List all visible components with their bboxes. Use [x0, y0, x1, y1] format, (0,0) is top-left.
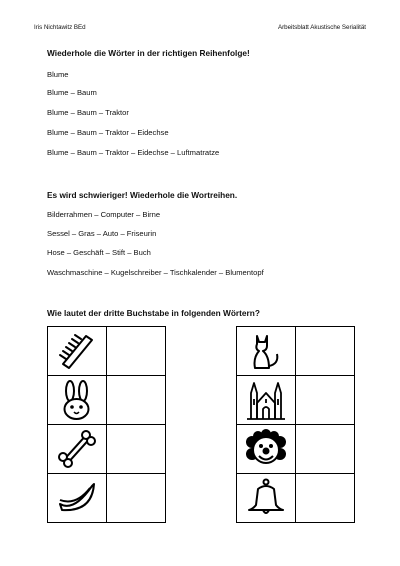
word-series-1: Bilderrahmen – Computer – Birne	[47, 210, 161, 219]
bell-icon	[243, 477, 289, 519]
sequence-line-2: Blume – Baum	[47, 88, 97, 97]
picture-cell	[237, 376, 296, 425]
table-row	[48, 327, 166, 376]
picture-cell	[48, 327, 107, 376]
picture-cell	[48, 474, 107, 523]
table-row	[48, 474, 166, 523]
sequence-line-4: Blume – Baum – Traktor – Eidechse	[47, 128, 169, 137]
section1-heading: Wiederhole die Wörter in der richtigen Reihenfolge!	[47, 48, 250, 58]
section2-heading: Es wird schwieriger! Wiederhole die Wortreihen.	[47, 190, 238, 200]
sequence-line-1: Blume	[47, 70, 69, 79]
table-row	[48, 425, 166, 474]
banana-icon	[54, 478, 100, 518]
answer-cell[interactable]	[296, 425, 355, 474]
table-row	[237, 327, 355, 376]
bone-icon	[54, 429, 100, 469]
sequence-line-5: Blume – Baum – Traktor – Eidechse – Luftmatratze	[47, 148, 220, 157]
picture-cell	[237, 474, 296, 523]
table-row	[237, 376, 355, 425]
picture-cell	[48, 425, 107, 474]
table-row	[237, 474, 355, 523]
picture-cell	[237, 327, 296, 376]
right-picture-table	[236, 326, 355, 523]
cat-icon	[243, 330, 289, 372]
answer-cell[interactable]	[107, 327, 166, 376]
section3-heading: Wie lautet der dritte Buchstabe in folgenden Wörtern?	[47, 308, 260, 318]
clown-icon	[243, 428, 289, 470]
comb-icon	[54, 331, 100, 371]
table-row	[237, 425, 355, 474]
sequence-line-3: Blume – Baum – Traktor	[47, 108, 129, 117]
rabbit-icon	[54, 379, 100, 421]
author-label: Iris Nichtawitz BEd	[34, 24, 86, 31]
answer-cell[interactable]	[107, 376, 166, 425]
left-picture-table	[47, 326, 166, 523]
answer-cell[interactable]	[296, 376, 355, 425]
answer-cell[interactable]	[296, 327, 355, 376]
answer-cell[interactable]	[296, 474, 355, 523]
worksheet-title: Arbeitsblatt Akustische Serialität	[277, 24, 366, 31]
picture-cell	[48, 376, 107, 425]
answer-cell[interactable]	[107, 474, 166, 523]
answer-cell[interactable]	[107, 425, 166, 474]
table-row	[48, 376, 166, 425]
word-series-4: Waschmaschine – Kugelschreiber – Tischkalender – Blumentopf	[47, 268, 264, 277]
cathedral-icon	[243, 379, 289, 421]
picture-cell	[237, 425, 296, 474]
word-series-3: Hose – Geschäft – Stift – Buch	[47, 248, 151, 257]
word-series-2: Sessel – Gras – Auto – Friseurin	[47, 229, 157, 238]
